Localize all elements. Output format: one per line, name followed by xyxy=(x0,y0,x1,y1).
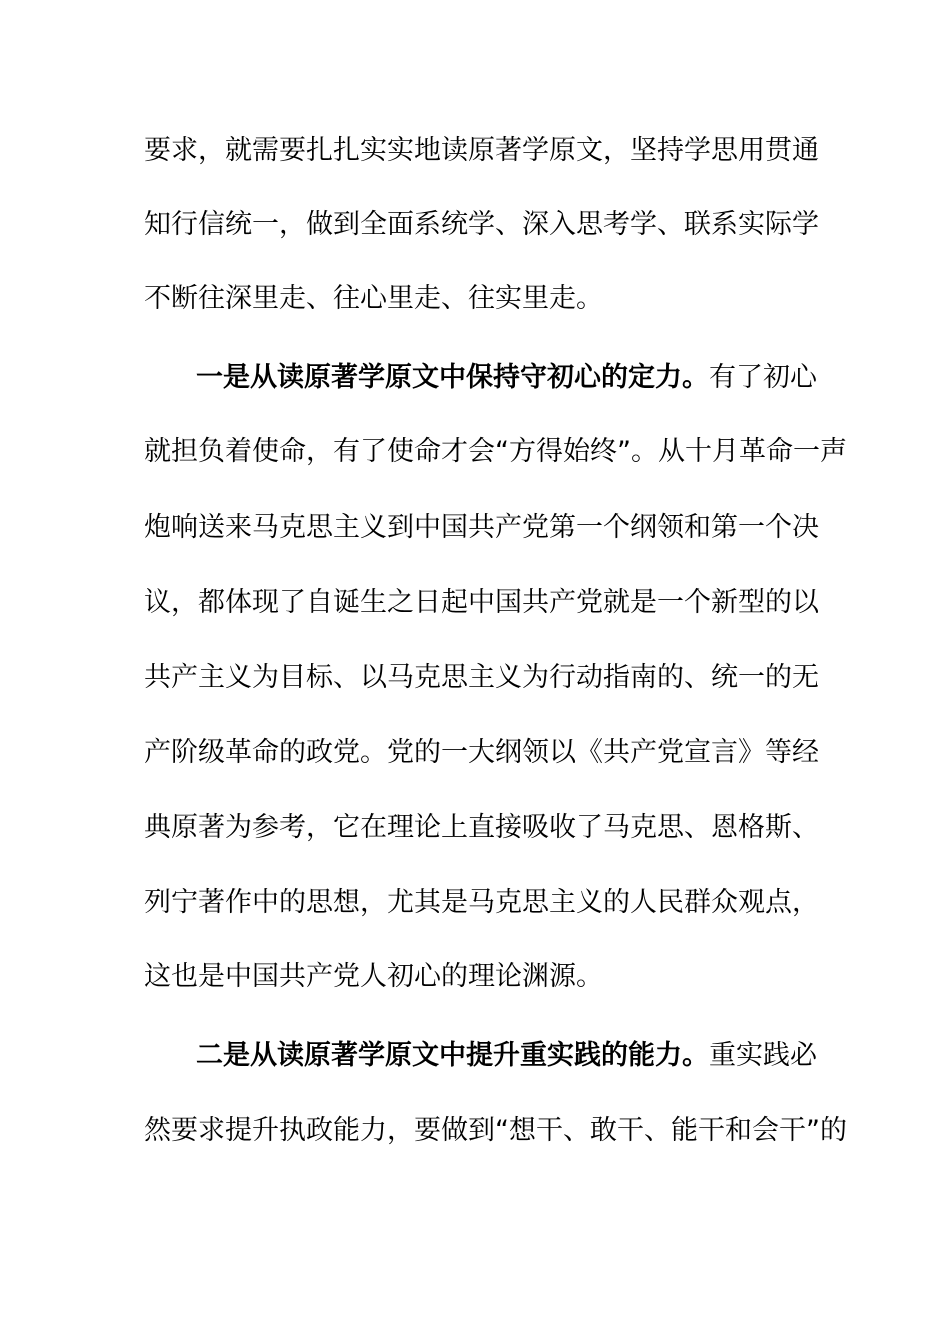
paragraph-2-line-6: 产阶级革命的政党。党的一大纲领以《共产党宣言》等经 xyxy=(144,737,819,768)
paragraph-1-line-2: 知行信统一，做到全面系统学、深入思考学、联系实际学 xyxy=(144,209,819,240)
paragraph-2-first-line xyxy=(196,360,817,396)
paragraph-2-heading: 一是从读原著学原文中保持守初心的定力。 xyxy=(196,362,709,393)
paragraph-2-line-4: 议，都体现了自诞生之日起中国共产党就是一个新型的以 xyxy=(144,587,819,618)
paragraph-2-line-9: 这也是中国共产党人初心的理论渊源。 xyxy=(144,961,603,992)
paragraph-3-heading: 二是从读原著学原文中提升重实践的能力。 xyxy=(196,1040,709,1071)
paragraph-1-line-3: 不断往深里走、往心里走、往实里走。 xyxy=(144,283,603,314)
paragraph-3-line-2: 然要求提升执政能力，要做到“想干、敢干、能干和会干”的 xyxy=(144,1115,847,1146)
paragraph-3-first-line-rest: 重实践必 xyxy=(709,1040,817,1071)
paragraph-2-line-2: 就担负着使命，有了使命才会“方得始终”。从十月革命一声 xyxy=(144,436,847,467)
paragraph-2-line-8: 列宁著作中的思想，尤其是马克思主义的人民群众观点， xyxy=(144,887,819,918)
paragraph-2-line-3: 炮响送来马克思主义到中国共产党第一个纲领和第一个决 xyxy=(144,512,819,543)
paragraph-1-line-1: 要求，就需要扎扎实实地读原著学原文，坚持学思用贯通 xyxy=(144,135,819,166)
paragraph-2-first-line-rest: 有了初心 xyxy=(709,362,817,393)
paragraph-2-line-7: 典原著为参考，它在理论上直接吸收了马克思、恩格斯、 xyxy=(144,812,819,843)
paragraph-3-first-line xyxy=(196,1038,817,1074)
paragraph-2-line-5: 共产主义为目标、以马克思主义为行动指南的、统一的无 xyxy=(144,662,819,693)
